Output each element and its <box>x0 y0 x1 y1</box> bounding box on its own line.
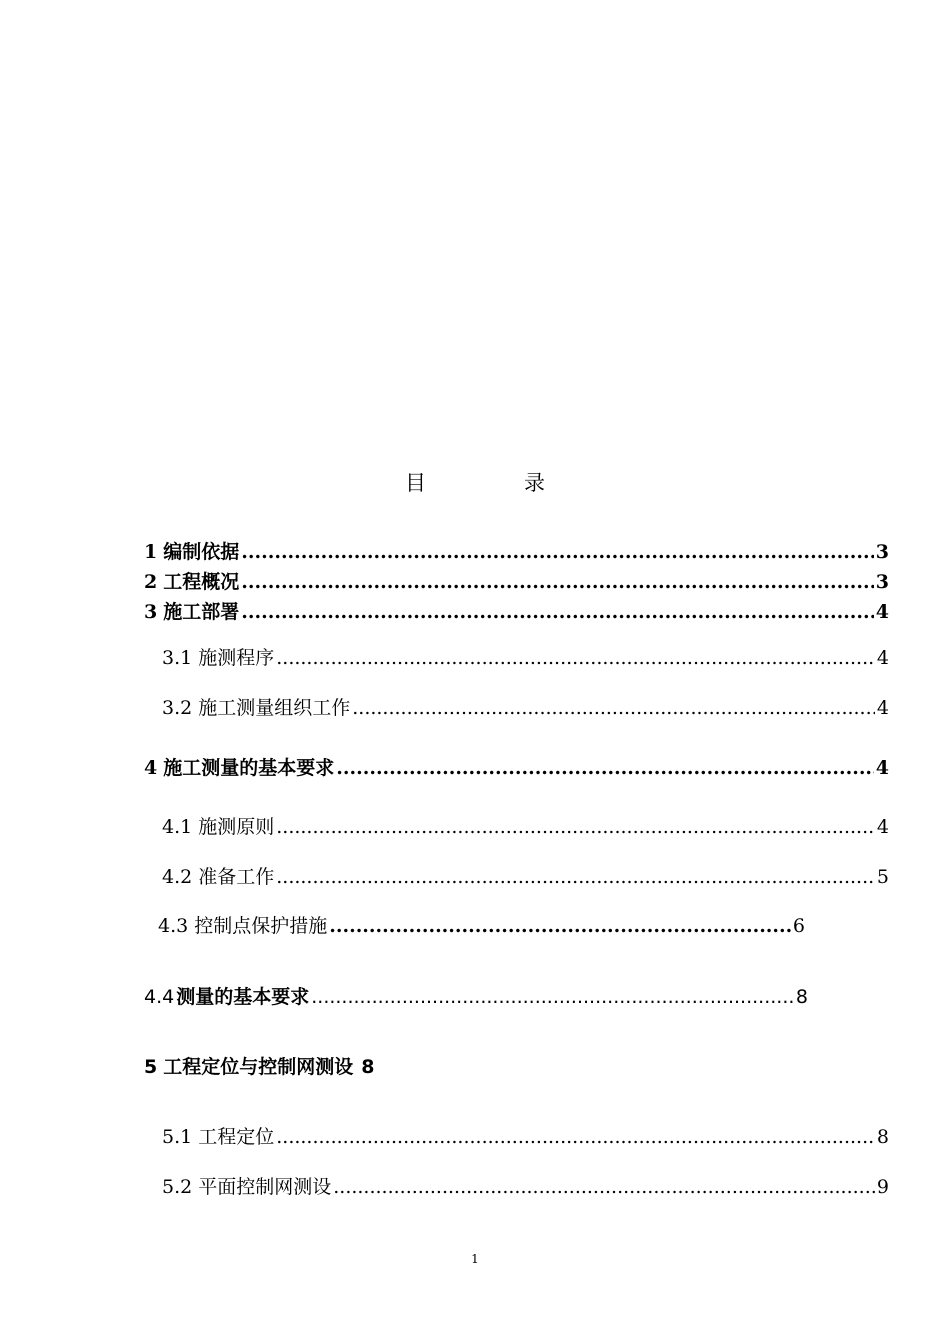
toc-entry-page: 6 <box>792 915 805 937</box>
toc-entry-page: 4 <box>876 697 889 719</box>
toc-leader-dots <box>311 985 794 1009</box>
toc-entry-page: 8 <box>361 1056 375 1078</box>
toc-entry-5[interactable] <box>144 1055 374 1079</box>
toc-entry-4-3[interactable] <box>158 914 805 938</box>
toc-entry-page: 4 <box>875 757 889 779</box>
toc-entry-2[interactable] <box>144 570 889 594</box>
toc-entry-number: 3 <box>144 601 158 623</box>
toc-entry-label: 准备工作 <box>198 866 275 888</box>
toc-entry-label: 编制依据 <box>163 541 240 563</box>
toc-entry-page: 4 <box>876 816 889 838</box>
toc-entry-page: 8 <box>795 986 808 1008</box>
toc-entry-3-1[interactable] <box>162 646 889 670</box>
toc-leader-dots <box>336 756 874 780</box>
toc-entry-page: 4 <box>875 601 889 623</box>
toc-entry-number: 3.1 <box>162 647 193 669</box>
toc-entry-page: 3 <box>875 571 889 593</box>
toc-leader-dots <box>276 815 875 839</box>
toc-entry-label: 平面控制网测设 <box>198 1176 332 1198</box>
toc-entry-4-4[interactable] <box>144 985 808 1009</box>
toc-entry-page: 8 <box>876 1126 889 1148</box>
toc-entry-number: 4.1 <box>162 816 193 838</box>
toc-entry-number: 4.4 <box>144 986 175 1008</box>
toc-entry-label: 测量的基本要求 <box>176 986 310 1008</box>
toc-entry-label: 施工测量的基本要求 <box>163 757 335 779</box>
toc-entry-number: 5 <box>144 1056 158 1078</box>
toc-entry-label: 施工部署 <box>163 601 240 623</box>
toc-entry-label: 施测程序 <box>198 647 275 669</box>
toc-entry-page: 3 <box>875 541 889 563</box>
toc-entry-number: 5.1 <box>162 1126 193 1148</box>
toc-entry-number: 4 <box>144 757 158 779</box>
toc-entry-number: 5.2 <box>162 1176 193 1198</box>
toc-title-char-2: 录 <box>524 471 545 495</box>
toc-entry-label: 施测原则 <box>198 816 275 838</box>
toc-leader-dots <box>276 646 875 670</box>
toc-leader-dots <box>276 1125 875 1149</box>
toc-entry-label: 施工测量组织工作 <box>198 697 351 719</box>
toc-entry-4-2[interactable] <box>162 865 889 889</box>
page-number: 1 <box>471 1252 479 1266</box>
toc-entry-number: 1 <box>144 541 158 563</box>
toc-entry-4-1[interactable] <box>162 815 889 839</box>
toc-leader-dots <box>241 600 874 624</box>
toc-leader-dots <box>329 914 791 938</box>
toc-entry-4[interactable] <box>144 756 889 780</box>
toc-leader-dots <box>241 540 874 564</box>
toc-entry-number: 3.2 <box>162 697 193 719</box>
toc-entry-5-2[interactable] <box>162 1175 889 1199</box>
toc-entry-page: 4 <box>876 647 889 669</box>
toc-entry-label: 工程定位与控制网测设 <box>163 1056 354 1078</box>
toc-entry-number: 2 <box>144 571 158 593</box>
toc-entry-1[interactable] <box>144 540 889 564</box>
toc-entry-5-1[interactable] <box>162 1125 889 1149</box>
toc-entry-3-2[interactable] <box>162 696 889 720</box>
toc-entry-number: 4.2 <box>162 866 193 888</box>
toc-entry-page: 5 <box>876 866 889 888</box>
toc-leader-dots <box>276 865 875 889</box>
toc-leader-dots <box>241 570 874 594</box>
toc-entry-number: 4.3 <box>158 915 189 937</box>
toc-entry-label: 工程概况 <box>163 571 240 593</box>
toc-entry-label: 工程定位 <box>198 1126 275 1148</box>
toc-entry-page: 9 <box>876 1176 889 1198</box>
toc-leader-dots <box>333 1175 875 1199</box>
toc-entry-3[interactable] <box>144 600 889 624</box>
toc-title-char-1: 目 <box>405 471 426 495</box>
toc-leader-dots <box>352 696 875 720</box>
toc-entry-label: 控制点保护措施 <box>194 915 328 937</box>
